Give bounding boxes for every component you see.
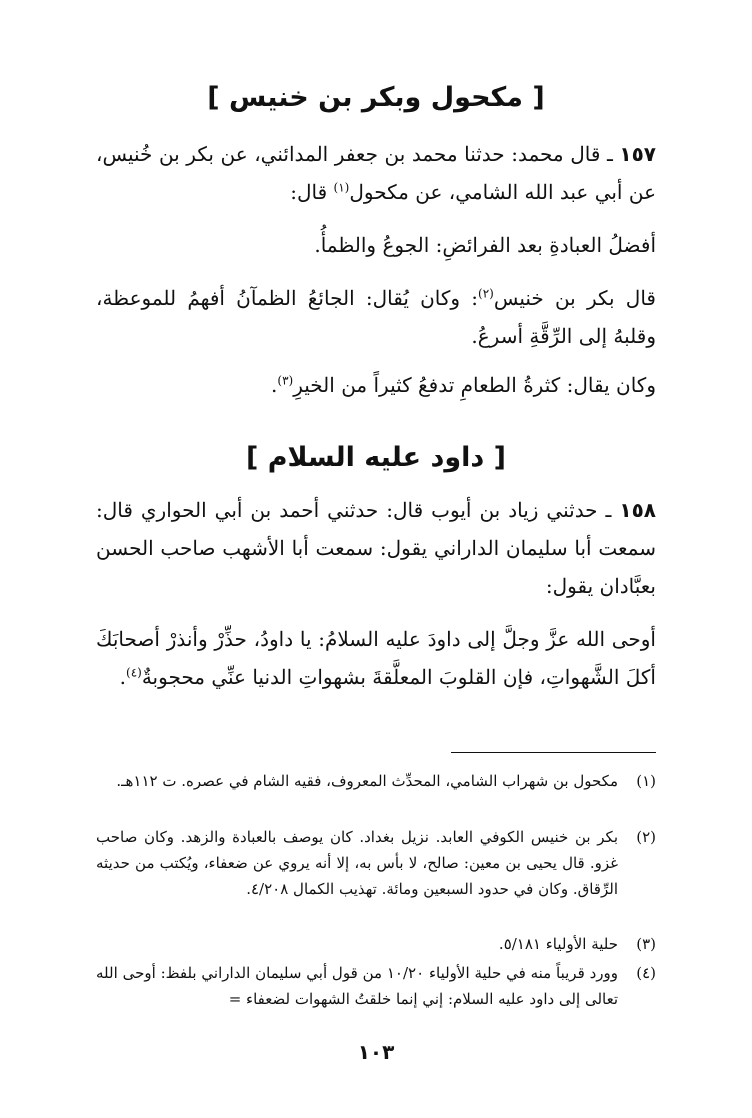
revelation-quote [96,620,656,696]
footnote-ref: (٤) [126,665,142,680]
footnote-text: بكر بن خنيس الكوفي العابد. نزيل بغداد. كان يوصف بالعبادة والزهد. وكان صاحب غزو. قال يحيى بن معين: صالح، لا بأس به، إلا أنه يروي عن ضعفاء، ويُكتب من حديثه الرِّقاق. وكان في حدود السبعين ومائة. تهذيب الكمال ٤/٢٠٨. [96,828,618,898]
footnote-ref: (٢) [478,286,494,301]
isnad-text-end: قال: [290,180,334,204]
footnote-2 [96,824,656,902]
section-heading-dawud: [ داود عليه السلام ] [245,442,507,473]
footnote-text: مكحول بن شهراب الشامي، المحدِّث المعروف، فقيه الشام في عصره. ت ١١٢هـ. [116,772,618,790]
footnote-number: (٣) [636,935,656,953]
footnote-divider [451,752,656,753]
book-page [96,0,656,1118]
paragraph-food [96,366,656,404]
paragraph-text-end: : وكان يُقال: الجائعُ الظمآنُ أفهمُ للموعظة، وقلبهُ إلى الرِّقَّةِ أسرعُ. [96,286,656,348]
footnote-ref: (٣) [277,373,294,388]
paragraph-bakr [96,279,656,355]
isnad-text: ـ قال محمد: حدثنا محمد بن جعفر المدائني، عن بكر بن خُنيس، عن أبي عبد الله الشامي، عن مكحول [96,142,656,204]
isnad-text: ـ حدثني زياد بن أيوب قال: حدثني أحمد بن أبي الحواري قال: سمعت أبا سليمان الداراني يقول: سمعت أبا الأشهب صاحب الحسن بعبَّادان يقول: [96,498,656,598]
footnote-1 [96,768,656,794]
entry-number: ١٥٨ [619,498,656,522]
quote-text-end: . [119,665,126,689]
paragraph-text: قال بكر بن خنيس [493,286,656,310]
page-number: ١٠٣ [357,1040,395,1064]
footnote-number: (٢) [636,828,656,846]
entry-number: ١٥٧ [619,142,656,166]
entry-158-isnad [96,491,656,605]
footnote-text: وورد قريباً منه في حلية الأولياء ١٠/٢٠ من قول أبي سليمان الداراني بلفظ: أوحى الله تعالى إلى داود عليه السلام: إني إنما خلقتُ الشهوات لضعفاء = [96,964,618,1008]
footnote-number: (١) [636,772,656,790]
footnote-4 [96,960,656,1012]
section-heading-makhul: [ مكحول وبكر بن خنيس ] [207,82,545,113]
paragraph-text: وكان يقال: كثرةُ الطعامِ تدفعُ كثيراً من الخيرِ [293,373,656,397]
footnote-number: (٤) [636,964,656,982]
footnote-text: حلية الأولياء ٥/١٨١. [498,935,618,953]
quote-text: أوحى الله عزَّ وجلَّ إلى داودَ عليه السلامُ: يا داودُ، حذِّرْ وأنذرْ أصحابَكَ أكلَ الشَّهواتِ، فإن القلوبَ المعلَّقةَ بشهواتِ الدنيا عنِّي محجوبةٌ [96,627,656,689]
saying-text: أفضلُ العبادةِ بعد الفرائضِ: الجوعُ والظمأُ. [314,233,656,257]
entry-157-isnad [96,135,656,211]
footnote-ref: (١) [333,180,350,195]
paragraph-text-end: . [271,373,278,397]
footnote-3 [96,931,656,957]
